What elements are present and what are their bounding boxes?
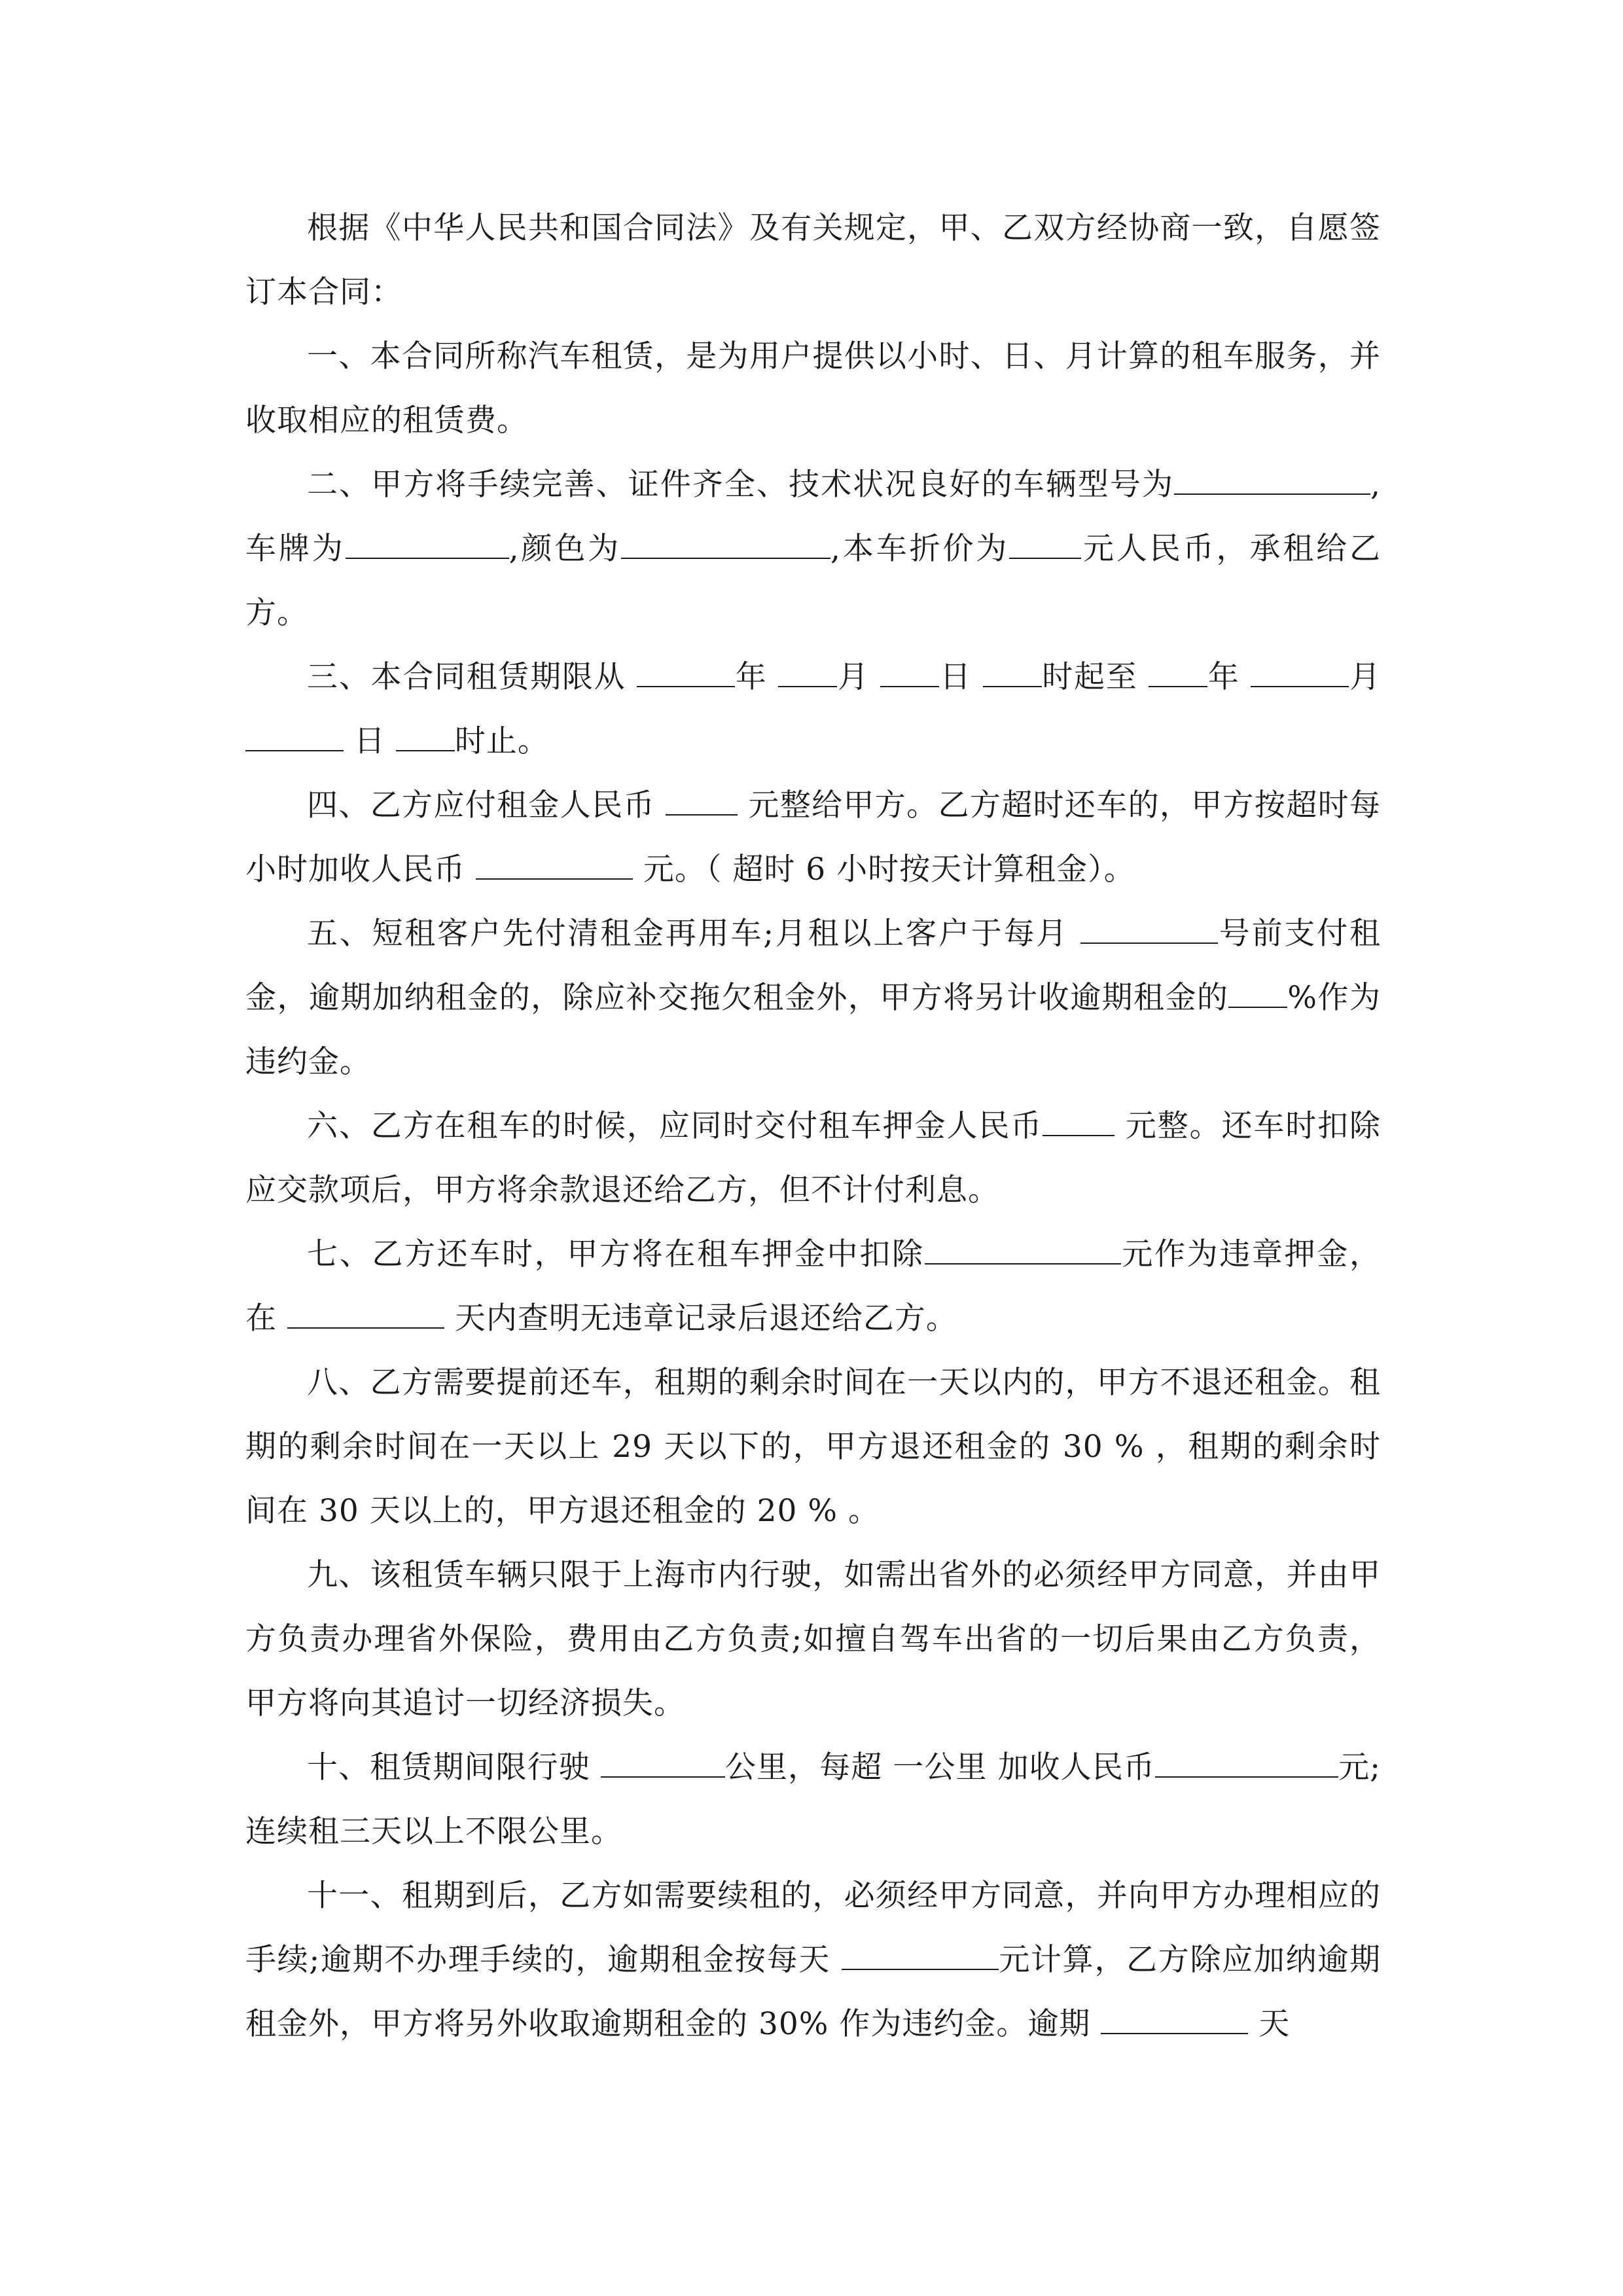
blank-violation-deposit[interactable]	[925, 1223, 1121, 1265]
clause-2: 二、甲方将手续完善、证件齐全、技术状况良好的车辆型号为 ,车牌为 ,颜色为 ,本车折价为 元人民币，承租给乙方。	[245, 453, 1381, 645]
blank-end-hour[interactable]	[396, 709, 455, 751]
blank-penalty-percent[interactable]	[1228, 966, 1287, 1008]
blank-extra-km-fee[interactable]	[1155, 1736, 1338, 1778]
blank-vehicle-model[interactable]	[1174, 453, 1370, 495]
blank-plate-number[interactable]	[346, 517, 509, 559]
blank-car-value[interactable]	[1009, 517, 1081, 559]
clause-4: 四、乙方应付租金人民币 元整给甲方。乙方超时还车的，甲方按超时每小时加收人民币 元。（ 超时 6 小时按天计算租金）。	[245, 774, 1381, 902]
blank-color[interactable]	[621, 517, 830, 559]
intro-text: 根据《中华人民共和国合同法》及有关规定，甲、乙双方经协商一致，自愿签订本合同：	[245, 210, 1381, 310]
clause-11: 十一、租期到后，乙方如需要续租的，必须经甲方同意，并向甲方办理相应的手续;逾期不办理手续的，逾期租金按每天 元计算，乙方除应加纳逾期租金外，甲方将另外收取逾期租金的 30% 作为违约金。逾期 天	[245, 1878, 1381, 2042]
blank-start-year[interactable]	[637, 645, 735, 687]
clause-8	[245, 1351, 1381, 1543]
clause-6: 六、乙方在租车的时候，应同时交付租车押金人民币 元整。还车时扣除应交款项后，甲方将余款退还给乙方，但不计付利息。	[245, 1094, 1381, 1223]
blank-start-hour[interactable]	[983, 645, 1042, 687]
blank-km-limit[interactable]	[601, 1736, 725, 1778]
contract-body	[245, 196, 1381, 2056]
clause-7: 七、乙方还车时，甲方将在租车押金中扣除 元作为违章押金，在 天内查明无违章记录后退还给乙方。	[245, 1223, 1381, 1351]
clause-9	[245, 1543, 1381, 1736]
clause-1	[245, 325, 1381, 453]
blank-deposit-amount[interactable]	[1043, 1094, 1115, 1136]
blank-daily-overdue-rent[interactable]	[842, 1928, 999, 1970]
blank-check-days[interactable]	[287, 1287, 444, 1329]
clause-3: 三、本合同租赁期限从 年 月 日 时起至 年 月 日 时止。	[245, 645, 1381, 774]
clause-5: 五、短租客户先付清租金再用车;月租以上客户于每月 号前支付租金，逾期加纳租金的，除应补交拖欠租金外，甲方将另计收逾期租金的 %作为违约金。	[245, 902, 1381, 1094]
clause-9-text: 九、该租赁车辆只限于上海市内行驶，如需出省外的必须经甲方同意，并由甲方负责办理省外保险，费用由乙方负责;如擅自驾车出省的一切后果由乙方负责，甲方将向其追讨一切经济损失。	[245, 1557, 1381, 1721]
blank-overdue-days[interactable]	[1101, 1992, 1248, 2034]
clause-10: 十、租赁期间限行驶 公里，每超 一公里 加收人民币 元;连续租三天以上不限公里。	[245, 1736, 1381, 1864]
blank-start-day[interactable]	[880, 645, 939, 687]
blank-end-month[interactable]	[1251, 645, 1349, 687]
blank-end-day[interactable]	[245, 709, 344, 751]
clause-1-text: 一、本合同所称汽车租赁，是为用户提供以小时、日、月计算的租车服务，并收取相应的租赁费。	[245, 338, 1381, 439]
intro-paragraph	[245, 196, 1381, 325]
blank-overtime-fee[interactable]	[476, 838, 633, 880]
clause-8-text: 八、乙方需要提前还车，租期的剩余时间在一天以内的，甲方不退还租金。租期的剩余时间在一天以上 29 天以下的，甲方退还租金的 30 % ，租期的剩余时间在 30 天以上的，甲方退还租金的 20 % 。	[245, 1365, 1381, 1529]
blank-start-month[interactable]	[778, 645, 837, 687]
blank-rent-amount[interactable]	[666, 774, 738, 816]
blank-payment-day[interactable]	[1080, 902, 1218, 944]
blank-end-year[interactable]	[1149, 645, 1207, 687]
